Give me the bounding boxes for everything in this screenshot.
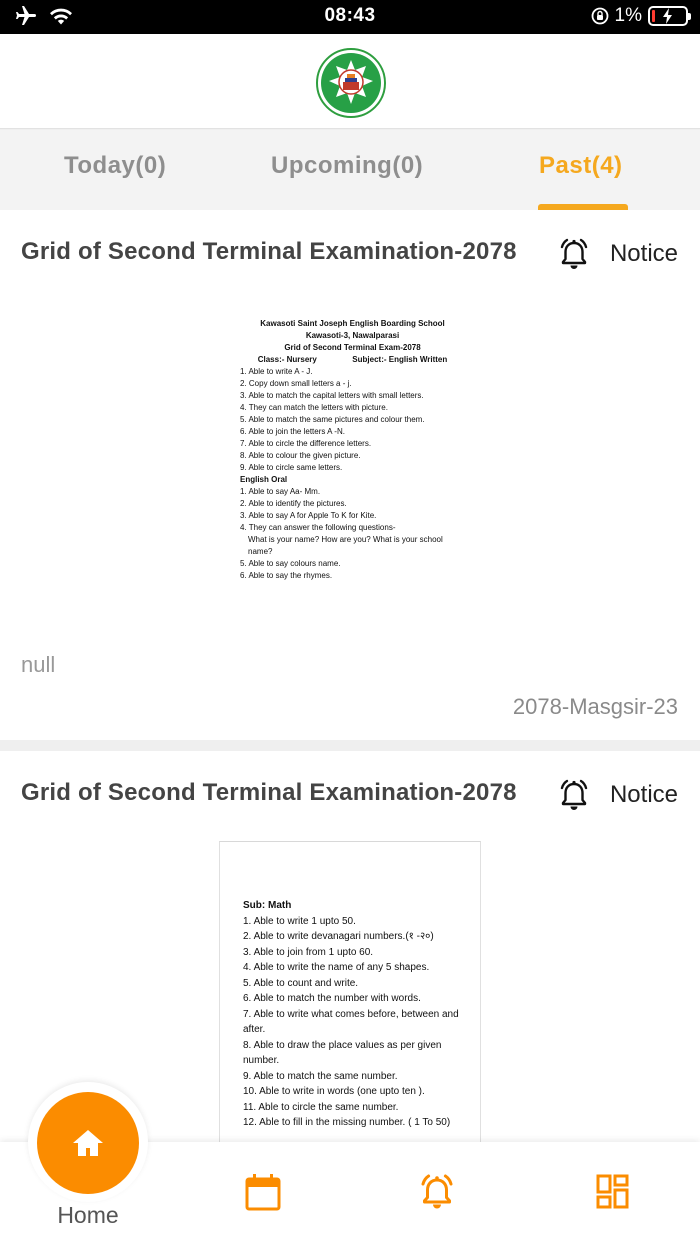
doc-line: 9. Able to circle same letters. <box>240 463 343 472</box>
doc-line: 3. Able to say A for Apple To K for Kite. <box>240 511 377 520</box>
doc-exam-title: Grid of Second Terminal Exam-2078 <box>284 343 421 352</box>
doc-line: 7. Able to circle the difference letters. <box>240 439 372 448</box>
doc-section-heading: English Oral <box>240 475 288 484</box>
attachment-image[interactable] <box>219 841 481 1161</box>
doc-line: 11. Able to circle the same number. <box>243 1101 399 1113</box>
doc-school-address: Kawasoti-3, Nawalparasi <box>305 331 400 340</box>
calendar-icon[interactable] <box>243 1172 283 1212</box>
rotation-lock-icon <box>591 7 609 25</box>
card-type <box>556 777 678 813</box>
doc-school-name: Kawasoti Saint Joseph English Boarding School <box>260 319 445 328</box>
home-icon <box>71 1128 105 1158</box>
doc-line: 5. Able to say colours name. <box>240 559 341 568</box>
status-time: 08:43 <box>324 5 376 26</box>
card-date: 2078-Masgsir-23 <box>512 694 678 719</box>
tab-bar <box>0 130 700 210</box>
card-description: null <box>21 652 56 677</box>
doc-line: 1. Able to write A - J. <box>240 367 313 376</box>
doc-line: 8. Able to colour the given picture. <box>240 451 361 460</box>
home-button[interactable] <box>37 1092 139 1194</box>
card-title: Grid of Second Terminal Examination-2078 <box>21 779 517 806</box>
doc-line: 12. Able to fill in the missing number. ( 1 To 50) <box>243 1117 451 1128</box>
bell-alarm-icon <box>556 236 592 272</box>
doc-line: 3. Able to join from 1 upto 60. <box>243 946 374 958</box>
doc-line: What is your name? How are you? What is your school name? <box>248 535 443 556</box>
doc-line: 4. They can answer the following questions- <box>240 523 396 532</box>
attachment-image[interactable] <box>240 318 465 582</box>
doc-line: 6. Able to say the rhymes. <box>240 571 333 580</box>
doc-line: 2. Able to identify the pictures. <box>240 499 347 508</box>
doc-subject: Subject:- English Written <box>352 355 448 364</box>
doc-subject: Sub: Math <box>243 900 292 911</box>
doc-line: 1. Able to say Aa- Mm. <box>240 487 321 496</box>
tab-today[interactable]: Today(0) <box>64 152 167 179</box>
doc-class-subject <box>240 354 465 366</box>
doc-line: 6. Able to match the number with words. <box>243 993 421 1004</box>
bell-alarm-icon[interactable] <box>417 1172 457 1212</box>
doc-line: 10. Able to write in words (one upto ten ). <box>243 1086 425 1097</box>
doc-line: 8. Able to draw the place values as per given number. <box>243 1039 442 1066</box>
card-type-label: Notice <box>609 240 678 267</box>
doc-line: 2. Able to write devanagari numbers.(१ -२०) <box>243 931 434 942</box>
home-label[interactable]: Home <box>57 1202 119 1228</box>
doc-class: Class:- Nursery <box>257 355 317 364</box>
app-header <box>0 34 700 129</box>
doc-line: 7. Able to write what comes before, between and after. <box>243 1008 459 1035</box>
doc-line: 5. Able to match the same pictures and colour them. <box>240 415 425 424</box>
doc-line: 4. They can match the letters with picture. <box>240 403 388 412</box>
status-bar <box>0 0 700 34</box>
doc-line: 3. Able to match the capital letters with small letters. <box>240 391 424 400</box>
bell-alarm-icon <box>556 777 592 813</box>
card-type <box>556 236 678 272</box>
grid-dashboard-icon[interactable] <box>592 1172 632 1212</box>
battery-percent: 1% <box>614 5 642 26</box>
doc-line: 1. Able to write 1 upto 50. <box>243 915 356 927</box>
doc-line: 5. Able to count and write. <box>243 977 359 989</box>
doc-line: 9. Able to match the same number. <box>243 1070 398 1082</box>
school-logo <box>316 48 386 118</box>
doc-line: 2. Copy down small letters a - j. <box>240 379 352 388</box>
doc-line: 4. Able to write the name of any 5 shapes. <box>243 962 430 973</box>
tab-past[interactable]: Past(4) <box>539 152 623 179</box>
notice-card[interactable] <box>0 210 700 740</box>
card-type-label: Notice <box>609 781 678 808</box>
card-title: Grid of Second Terminal Examination-2078 <box>21 238 517 265</box>
tab-upcoming[interactable]: Upcoming(0) <box>271 152 424 179</box>
status-right <box>591 5 688 27</box>
doc-line: 6. Able to join the letters A -N. <box>240 427 345 436</box>
battery-icon <box>648 6 688 26</box>
